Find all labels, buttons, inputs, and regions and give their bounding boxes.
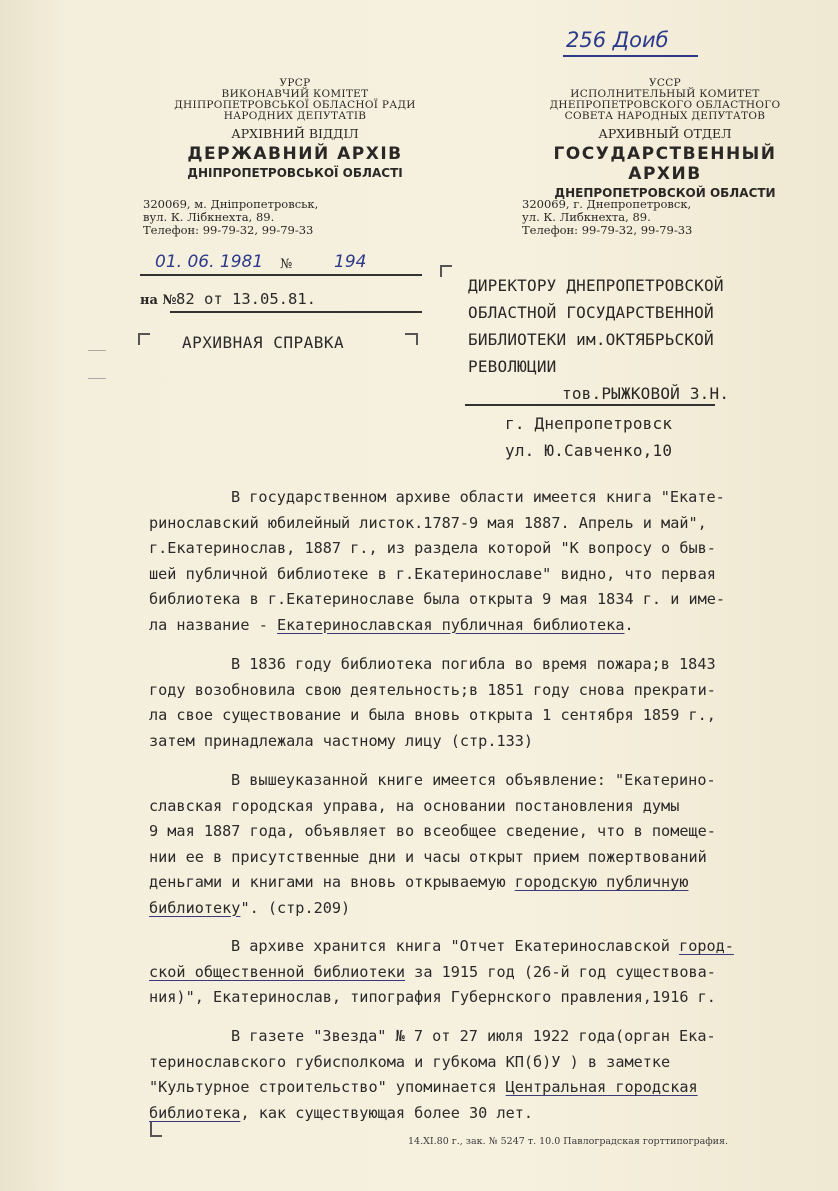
underlined-text: Центральная городская bbox=[505, 1078, 698, 1096]
right-letterhead bbox=[520, 78, 810, 200]
text-line: славская городская управа, на основании постановления думы bbox=[149, 796, 680, 815]
date-rule bbox=[140, 274, 422, 276]
recipient-line: БИБЛИОТЕКИ им.ОКТЯБРЬСКОЙ bbox=[468, 330, 714, 349]
corner-mark bbox=[150, 1135, 162, 1137]
recipient-address bbox=[505, 410, 672, 464]
text-line bbox=[149, 934, 814, 960]
text-line bbox=[149, 1075, 814, 1101]
text-span: , как существующая более 30 лет. bbox=[240, 1103, 534, 1122]
left-header-title: ДЕРЖАВНИЙ АРХІВ bbox=[187, 144, 403, 164]
left-address-line: 320069, м. Дніпропетровськ, bbox=[143, 197, 319, 211]
text-line bbox=[149, 896, 814, 922]
text-line: В 1836 году библиотека погибла во время пожара;в 1843 bbox=[231, 655, 716, 673]
left-header-subtitle: ДНІПРОПЕТРОВСЬКОЇ ОБЛАСТІ bbox=[187, 166, 403, 180]
text-line: 9 мая 1887 года, объявляет во всеобщее сведение, что в помеще- bbox=[149, 822, 716, 840]
left-header-department: АРХІВНИЙ ВІДДІЛ bbox=[231, 126, 359, 141]
document-type: АРХИВНАЯ СПРАВКА bbox=[182, 333, 345, 352]
text-span: . bbox=[624, 615, 634, 634]
recipient-city: г. Днепропетровск bbox=[505, 414, 673, 433]
left-header-line: ДНІПРОПЕТРОВСЬКОЇ ОБЛАСНОЇ РАДИ bbox=[174, 99, 416, 111]
right-header-subtitle: ДНЕПРОПЕТРОВСКОЙ ОБЛАСТИ bbox=[554, 186, 776, 200]
right-header-department: АРХИВНЫЙ ОТДЕЛ bbox=[598, 126, 732, 141]
underlined-text: библиотека bbox=[149, 1103, 241, 1122]
paragraph-4 bbox=[149, 934, 814, 1011]
text-line bbox=[149, 960, 814, 986]
text-line: библиотека в г.Екатеринославе была открыта 9 мая 1834 г. и име- bbox=[149, 590, 726, 608]
underlined-text: библиотеку bbox=[149, 898, 241, 917]
right-address-line: 320069, г. Днепропетровск, bbox=[522, 197, 692, 211]
left-header-line: ВИКОНАВЧИЙ КОМІТЕТ bbox=[221, 88, 369, 100]
text-line bbox=[149, 870, 814, 896]
reference-rule bbox=[170, 311, 422, 313]
text-line: теринославского губисполкома и губкома КП(б)У ) в заметке bbox=[149, 1052, 671, 1071]
recipient-line: ОБЛАСТНОЙ ГОСУДАРСТВЕННОЙ bbox=[468, 303, 714, 322]
corner-mark bbox=[416, 333, 418, 345]
left-header-line: НАРОДНИХ ДЕПУТАТІВ bbox=[223, 110, 367, 122]
text-span: деньгами и книгами на вновь открываемую bbox=[149, 873, 515, 891]
text-line: В вышеуказанной книге имеется объявление: "Екатерино- bbox=[231, 771, 716, 789]
paragraph-2 bbox=[149, 652, 814, 754]
underlined-text: городскую публичную bbox=[514, 873, 689, 891]
left-address-line: вул. К. Лібкнехта, 89. bbox=[143, 210, 275, 224]
paragraph-1 bbox=[149, 485, 814, 638]
recipient-rule bbox=[465, 404, 715, 406]
right-header-title: ГОСУДАРСТВЕННЫЙ АРХИВ bbox=[553, 144, 777, 184]
text-span: за 1915 год (26-й год существова- bbox=[405, 962, 716, 981]
underlined-text: ской общественной библиотеки bbox=[149, 962, 406, 981]
corner-mark bbox=[138, 333, 150, 335]
text-line: В газете "Звезда" № 7 от 27 июля 1922 года(орган Ека- bbox=[231, 1027, 716, 1045]
right-address-line: Телефон: 99-79-32, 99-79-33 bbox=[522, 223, 693, 237]
corner-mark bbox=[440, 265, 452, 267]
left-letterhead bbox=[150, 78, 440, 180]
outgoing-number-label: № bbox=[280, 257, 293, 272]
corner-mark bbox=[150, 1122, 152, 1136]
text-line: году возобновила свою деятельность;в 1851 году снова прекрати- bbox=[149, 680, 716, 699]
handwritten-underline bbox=[563, 55, 698, 57]
text-line bbox=[149, 1101, 814, 1127]
text-span: ла название - bbox=[149, 615, 278, 634]
paragraph-3 bbox=[149, 768, 814, 921]
underlined-text: город- bbox=[679, 937, 734, 955]
recipient-name: тов.РЫЖКОВОЙ З.Н. bbox=[562, 384, 730, 403]
right-address bbox=[522, 198, 692, 237]
corner-mark bbox=[440, 265, 442, 277]
right-address-line: ул. К. Либкнехта, 89. bbox=[522, 210, 651, 224]
text-line: затем принадлежала частному лицу (стр.133) bbox=[149, 731, 534, 750]
text-line: нии ее в присутственные дни и часы открыт прием пожертвований bbox=[149, 847, 707, 866]
text-line: ла свое существование и была вновь открыта 1 сентября 1859 г., bbox=[149, 706, 716, 724]
recipient-street: ул. Ю.Савченко,10 bbox=[505, 441, 673, 460]
right-header-line: ДНЕПРОПЕТРОВСКОГО ОБЛАСТНОГО bbox=[549, 99, 781, 111]
text-span: В архиве хранится книга "Отчет Екатеринославской bbox=[231, 937, 680, 955]
handwritten-date: 01. 06. 1981 bbox=[155, 252, 264, 272]
text-span: ". (стр.209) bbox=[240, 898, 351, 917]
left-address bbox=[143, 198, 318, 237]
text-span: "Культурное строительство" упоминается bbox=[149, 1078, 506, 1096]
right-header-line: СОВЕТА НАРОДНЫХ ДЕПУТАТОВ bbox=[564, 110, 766, 122]
text-line: ринославский юбилейный листок.1787-9 мая 1887. Апрель и май", bbox=[149, 513, 707, 532]
margin-mark bbox=[88, 350, 106, 351]
reference-label: на № bbox=[140, 293, 177, 308]
text-line: г.Екатеринослав, 1887 г., из раздела которой "К вопросу о быв- bbox=[149, 539, 716, 557]
left-address-line: Телефон: 99-79-32, 99-79-33 bbox=[143, 223, 314, 237]
text-line: В государственном архиве области имеется книга "Екате- bbox=[231, 488, 725, 506]
recipient-line: РЕВОЛЮЦИИ bbox=[468, 357, 557, 376]
left-header-line: УРСР bbox=[279, 77, 311, 89]
underlined-library-name: Екатеринославская публичная библиотека bbox=[277, 615, 625, 634]
text-line bbox=[149, 613, 814, 639]
recipient-block bbox=[468, 272, 808, 407]
right-header-line: ИСПОЛНИТЕЛЬНЫЙ КОМИТЕТ bbox=[570, 88, 760, 100]
handwritten-archive-code: 256 Доиб bbox=[566, 28, 669, 52]
margin-mark bbox=[88, 378, 106, 379]
corner-mark bbox=[138, 333, 140, 345]
right-header-line: УССР bbox=[649, 77, 681, 89]
handwritten-number: 194 bbox=[334, 252, 367, 272]
paragraph-5 bbox=[149, 1024, 814, 1126]
reference-value: 82 от 13.05.81. bbox=[176, 290, 316, 308]
text-line: шей публичной библиотеке в г.Екатеринославе" видно, что первая bbox=[149, 564, 716, 583]
recipient-line: ДИРЕКТОРУ ДНЕПРОПЕТРОВСКОЙ bbox=[468, 276, 724, 295]
text-line: ния)", Екатеринослав, типография Губернского правления,1916 г. bbox=[149, 988, 716, 1006]
print-footer: 14.XI.80 г., зак. № 5247 т. 10.0 Павлоградская горттипография. bbox=[408, 1136, 729, 1147]
